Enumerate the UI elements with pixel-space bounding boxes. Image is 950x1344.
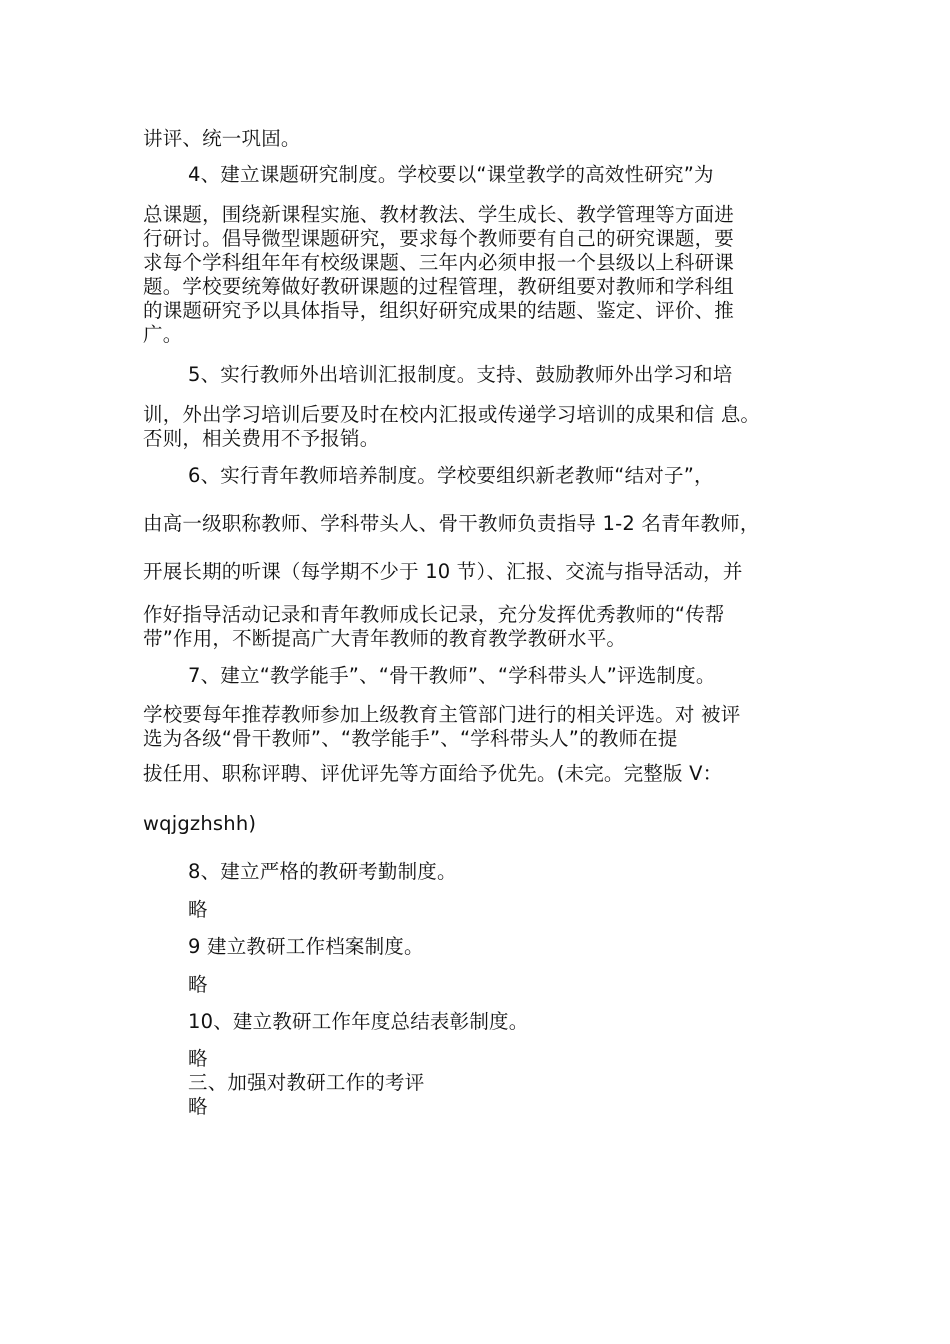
text-line: 7、建立“教学能手”、“骨干教师”、“学科带头人”评选制度。	[188, 664, 716, 687]
text-line: 总课题，围绕新课程实施、教材教法、学生成长、教学管理等方面进	[143, 203, 735, 226]
text-line: 拔任用、职称评聘、评优评先等方面给予优先。(未完。完整版 V：	[143, 762, 723, 785]
text-line: 略	[188, 973, 208, 996]
text-line: 题。学校要统筹做好教研课题的过程管理，教研组要对教师和学科组	[143, 275, 735, 298]
text-line: 学校要每年推荐教师参加上级教育主管部门进行的相关评选。对 被评	[143, 703, 741, 726]
text-line: 10、建立教研工作年度总结表彰制度。	[188, 1010, 529, 1033]
text-line: 由高一级职称教师、学科带头人、骨干教师负责指导 1-2 名青年教师，	[143, 512, 760, 535]
text-line: 选为各级“骨干教师”、“教学能手”、“学科带头人”的教师在提	[143, 727, 678, 750]
text-line: 略	[188, 1095, 208, 1118]
text-line: 的课题研究予以具体指导，组织好研究成果的结题、鉴定、评价、推	[143, 299, 735, 322]
text-line: 带”作用，不断提高广大青年教师的教育教学教研水平。	[143, 627, 627, 650]
text-line: 广。	[143, 323, 183, 346]
text-line: 作好指导活动记录和青年教师成长记录，充分发挥优秀教师的“传帮	[143, 603, 725, 626]
text-line: wqjgzhshh)	[143, 812, 257, 835]
text-line: 4、建立课题研究制度。学校要以“课堂教学的高效性研究”为	[188, 163, 714, 186]
text-line: 讲评、统一巩固。	[143, 127, 301, 150]
text-line: 否则，相关费用不予报销。	[143, 427, 380, 450]
text-line: 训，外出学习培训后要及时在校内汇报或传递学习培训的成果和信 息。	[143, 403, 761, 426]
text-line: 开展长期的听课（每学期不少于 10 节）、汇报、交流与指导活动，并	[143, 560, 743, 583]
text-line: 三、加强对教研工作的考评	[188, 1071, 425, 1094]
text-line: 略	[188, 898, 208, 921]
text-line: 8、建立严格的教研考勤制度。	[188, 860, 457, 883]
text-line: 行研讨。倡导微型课题研究，要求每个教师要有自己的研究课题，要	[143, 227, 735, 250]
text-line: 6、实行青年教师培养制度。学校要组织新老教师“结对子”，	[188, 464, 714, 487]
text-line: 求每个学科组年年有校级课题、三年内必须申报一个县级以上科研课	[143, 251, 735, 274]
text-line: 略	[188, 1047, 208, 1070]
text-line: 9 建立教研工作档案制度。	[188, 935, 424, 958]
text-line: 5、实行教师外出培训汇报制度。支持、鼓励教师外出学习和培	[188, 363, 733, 386]
